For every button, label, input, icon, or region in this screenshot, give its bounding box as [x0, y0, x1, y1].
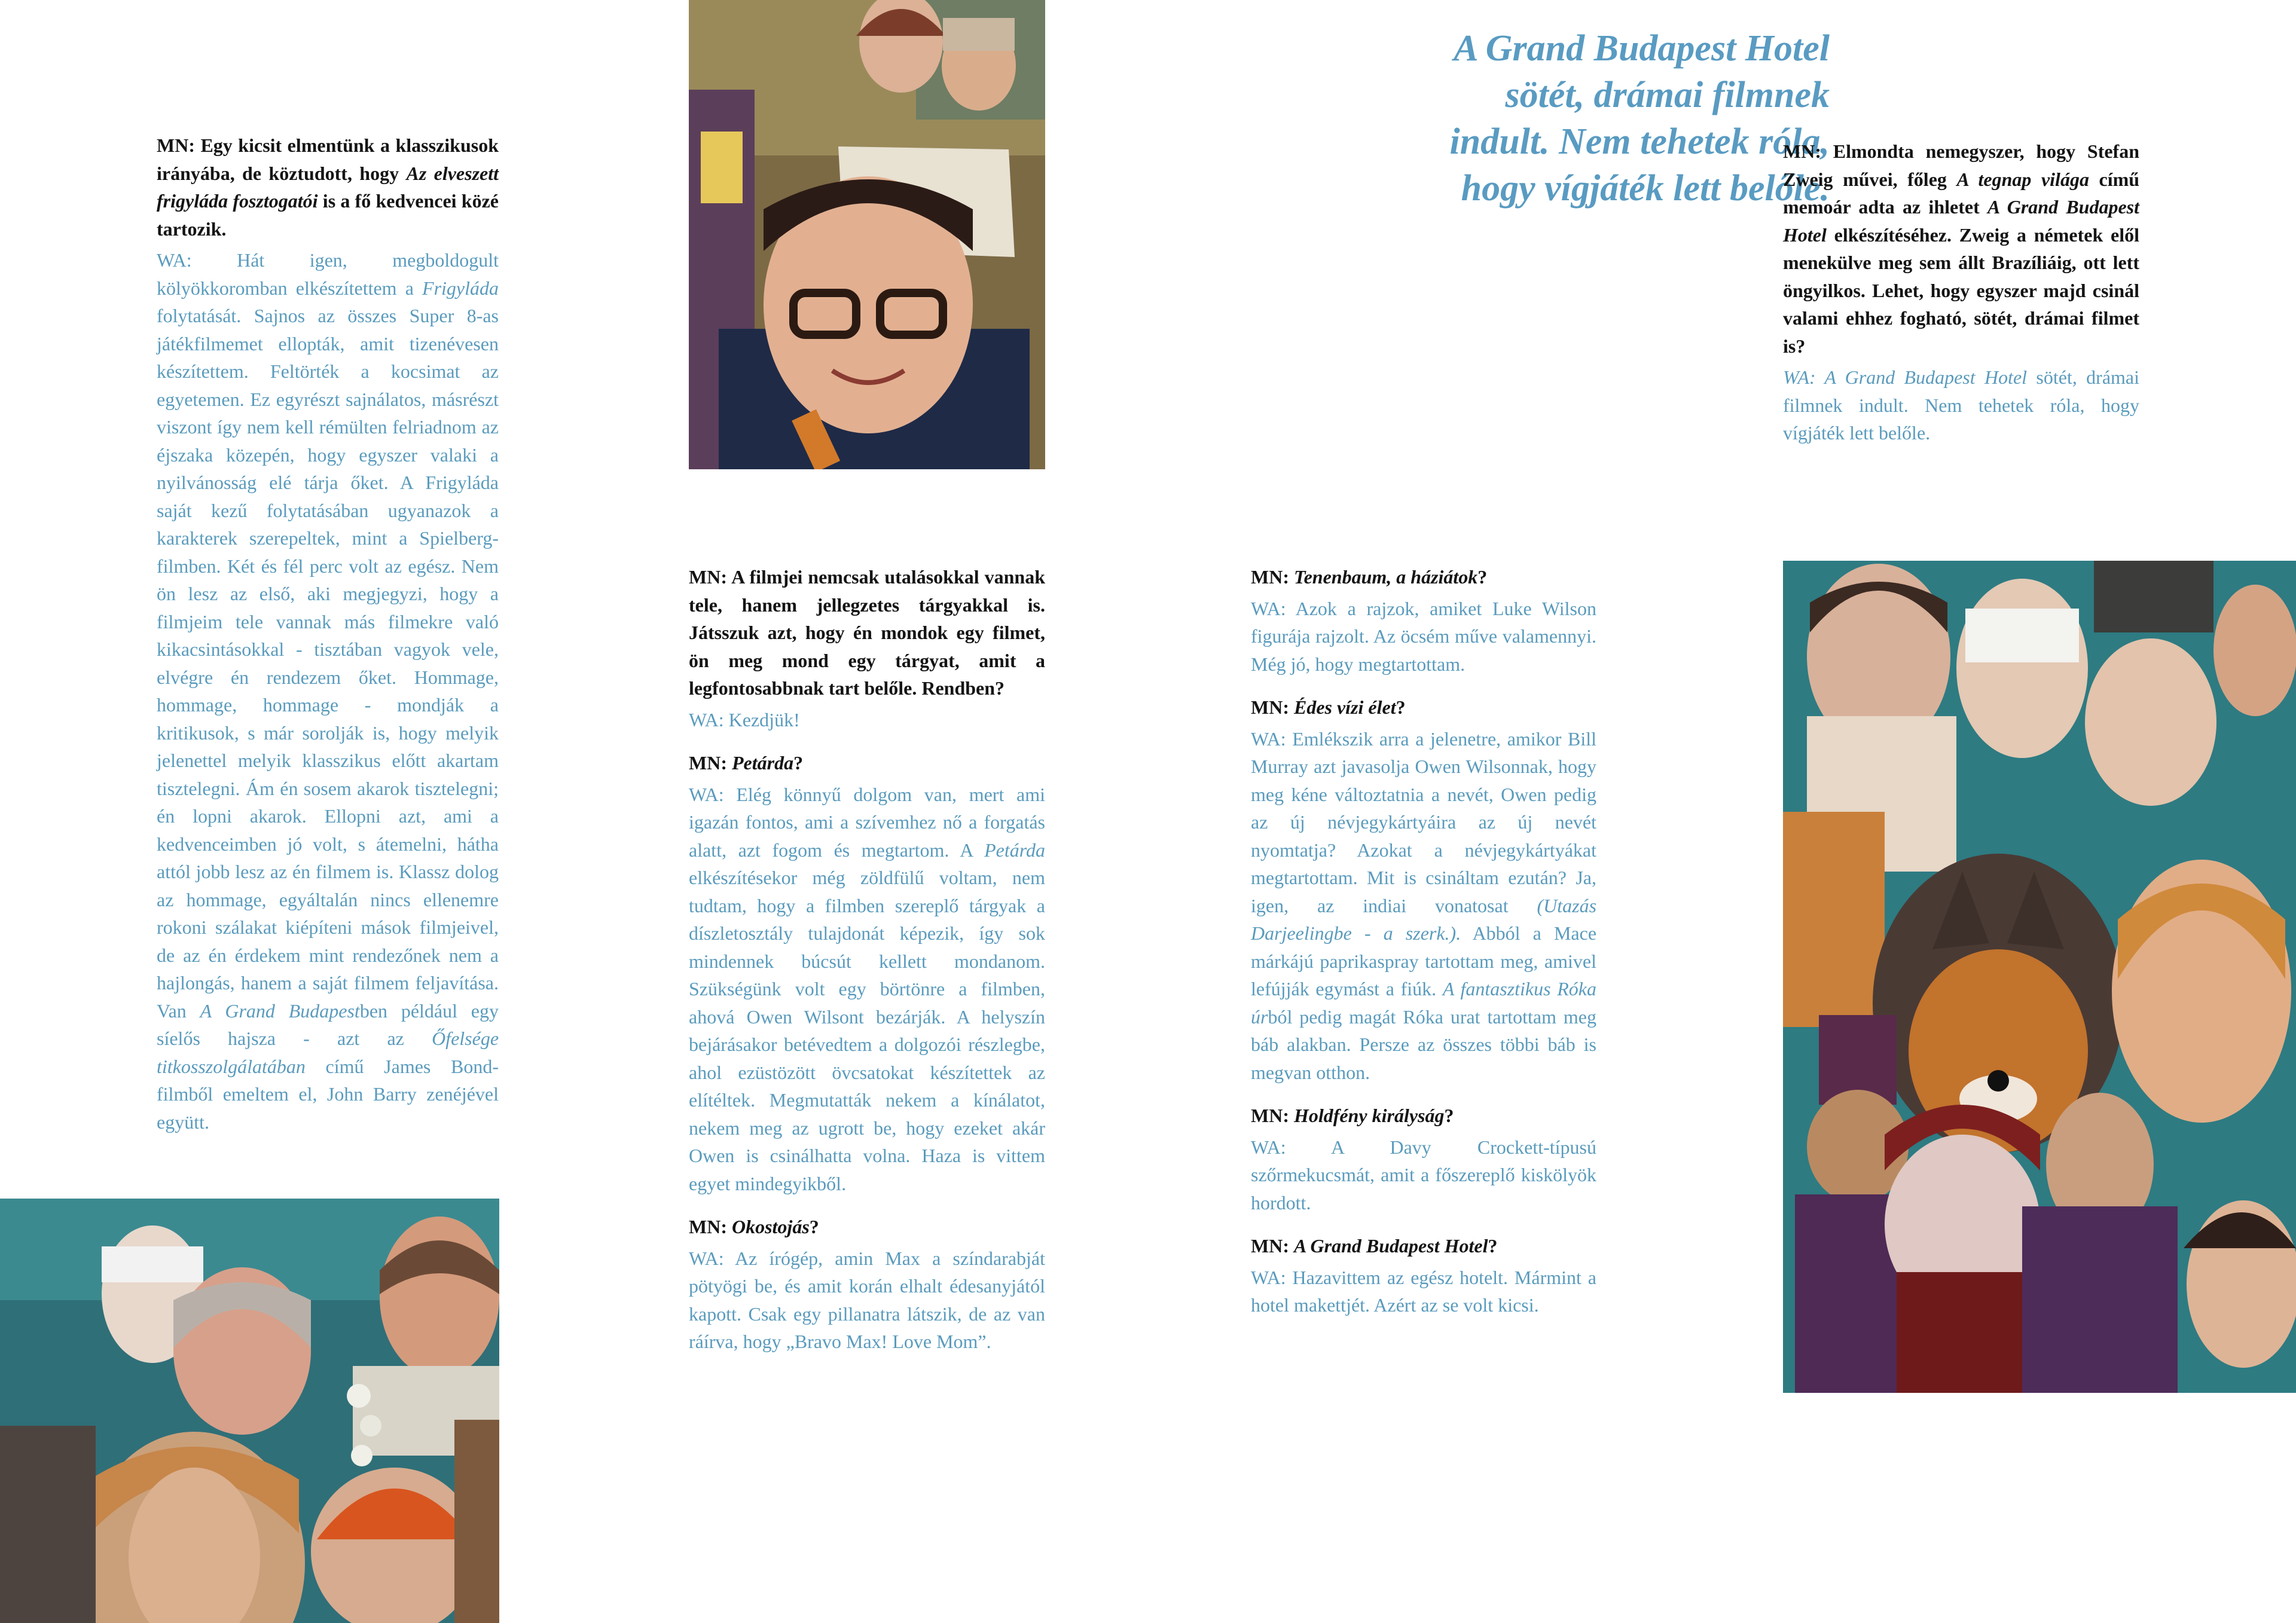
answer-3: WA: A Davy Crockett-típusú szőrmekucsmát, amit a főszereplő kiskölyök hordott.	[1251, 1136, 1596, 1214]
answer-1: WA: Kezdjük!	[689, 708, 800, 730]
question-3: MN: Okostojás?	[689, 1216, 819, 1237]
question-1: MN: Tenenbaum, a háziátok?	[1251, 566, 1488, 588]
photo-moonrise-rushmore	[689, 0, 1045, 469]
collage-illustration	[0, 1199, 499, 1623]
answer-4: WA: Hazavittem az egész hotelt. Mármint a hotel makettjét. Azért az se volt kicsi.	[1251, 1266, 1596, 1316]
collage-illustration	[1783, 561, 2296, 1393]
question-1: MN: Elmondta nemegyszer, hogy Stefan Zweig művei, főleg A tegnap világa című memoár adta az ihletet A Grand Budapest Hotel elkészítéséhez. Zweig a németek elől menekülve meg sem állt Brazíliáig, ott lett öngyilkos. Lehet, hogy egyszer majd csinál valami ehhez fogható, sötét, drámai filmet is?	[1783, 140, 2140, 357]
column-3	[1251, 563, 1596, 1335]
question-1: MN: Egy kicsit elmentünk a klasszikusok irányába, de köztudott, hogy Az elveszett frigyláda fosztogatói is a fő kedvencei közé tartozik.	[157, 135, 499, 240]
pull-quote: A Grand Budapest Hotel sötét, drámai filmnek indult. Nem tehetek róla, hogy vígjáték lett belőle.	[1449, 28, 1830, 209]
stills-illustration	[689, 0, 1045, 469]
question-4: MN: A Grand Budapest Hotel?	[1251, 1235, 1498, 1257]
answer-2: WA: Emlékszik arra a jelenetre, amikor Bill Murray azt javasolja Owen Wilsonnak, hogy meg kéne változtatnia a nevét, Owen pedig az új névjegykártyáira az új nevét nyomtatja? Azokat a névjegykártyákat megtartottam. Mit is csináltam ezután? Ja, igen, az indiai vonatosat (Utazás Darjeelingbe - a szerk.). Abból a Mace márkájú paprikaspray tartottam meg, amivel lefújják egymást a fiúk. A fantasztikus Róka úrból pedig magát Róka urat tartottam meg báb alakban. Persze az összes többi báb is megvan otthon.	[1251, 728, 1597, 1083]
question-1: MN: A filmjei nemcsak utalásokkal vannak tele, hanem jellegzetes tárgyakkal is. Játsszuk azt, hogy én mondok egy filmet, ön meg mond egy tárgyat, amit a legfontosabbnak tart belőle. Rendben?	[689, 566, 1045, 699]
answer-2: WA: Elég könnyű dolgom van, mert ami igazán fontos, ami a szívemhez nő a forgatás alatt, azt fogom és megtartom. A Petárda elkészítésekor még zöldfülű voltam, nem tudtam, hogy a filmben szereplő tárgyak a díszletosztály tulajdonát képezik, így sok mindennek búcsút kellett mondanom. Szükségünk volt egy börtönre a filmben, ahová Owen Wilsont bezárják. A helyszín bejárásakor betévedtem a dolgozói részlegbe, ahol ezüstözött övcsatokat készítettek az elítéltek. Megmutatták nekem a kínálatot, nekem meg az ugrott be, hogy ezeket akár Owen is csinálhatta volna. Haza is vittem egyet mindegyikből.	[689, 783, 1046, 1194]
photo-collage-bottom-left	[0, 1199, 499, 1623]
answer-1: WA: A Grand Budapest Hotel sötét, drámai filmnek indult. Nem tehetek róla, hogy vígjáték lett belőle.	[1783, 366, 2140, 444]
column-2	[689, 563, 1045, 1371]
answer-3: WA: Az írógép, amin Max a színdarabját pötyögi be, és amit korán elhalt édesanyjától kapott. Csak egy pillanatra látszik, de az van ráírva, hogy „Bravo Max! Love Mom”.	[689, 1247, 1045, 1352]
column-1	[157, 132, 499, 1151]
question-2: MN: Édes vízi élet?	[1251, 696, 1406, 718]
answer-1: WA: Azok a rajzok, amiket Luke Wilson figurája rajzolt. Az öcsém műve valamennyi. Még jó, hogy megtartottam.	[1251, 597, 1596, 675]
answer-1: WA: Hát igen, megboldogult kölyökkoromban elkészítettem a Frigyláda folytatását. Sajnos az összes Super 8-as játékfilmemet ellopták, amit tizenévesen készítettem. Feltörték a kocsimat az egyetemen. Ez egyrészt sajnálatos, másrészt viszont így nem kell rémülten felriadnom az éjszaka közepén, hogy egyszer valaki a nyilvánosság elé tárja őket. A Frigyláda saját kezű folytatásában ugyanazok a karakterek szerepeltek, mint a Spielberg-filmben. Két és fél perc volt az egész. Nem ön lesz az első, aki megjegyzi, hogy a filmjeim tele vannak más filmekre való kikacsintásokkal - tisztában vagyok vele, elvégre én rendezem őket. Hommage, hommage, hommage - mondják a kritikusok, s már sorolják is, hogy melyik jelenettel melyik klasszikus előtt akartam tisztelegni. Ám én sosem akarok tisztelegni; én lopni akarok. Ellopni azt, ami a kedvenceimben jó volt, s átemelni, hátha attól jobb lesz az én filmem is. Klassz dolog az hommage, egyáltalán nincs ellenemre rokoni szálakat kiépíteni mások filmjeivel, de az én érdekem mint rendezőnek nem a hajlongás, hanem a saját filmem feljavítása. Van A Grand Budapestben például egy síelős hajsza - azt az Őfelsége titkosszolgálatában című James Bond-filmből emeltem el, John Barry zenéjével együtt.	[157, 249, 499, 1133]
column-4	[1783, 137, 2139, 463]
question-3: MN: Holdfény királyság?	[1251, 1105, 1454, 1126]
photo-collage-right	[1783, 561, 2296, 1393]
question-2: MN: Petárda?	[689, 752, 804, 774]
